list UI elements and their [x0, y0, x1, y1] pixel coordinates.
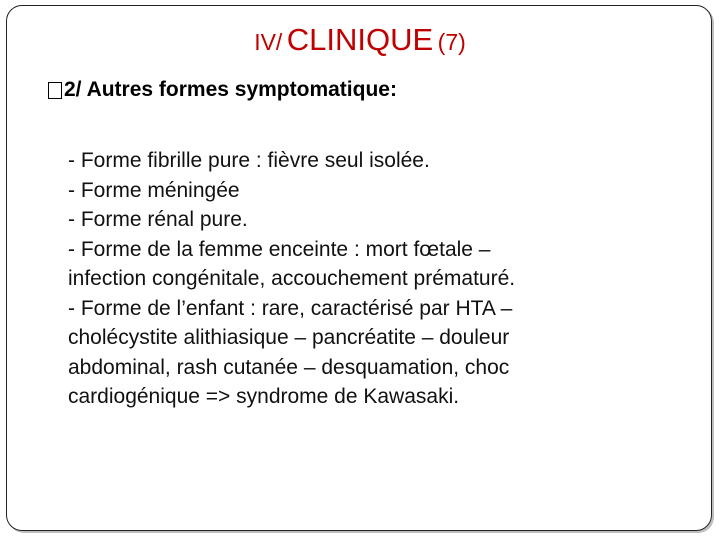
- title-main: CLINIQUE: [286, 22, 434, 57]
- missing-glyph-icon: [48, 82, 62, 99]
- body-line: - Forme méningée: [68, 178, 240, 202]
- slide-title: [0, 22, 720, 64]
- body-line: infection congénitale, accouchement prématuré.: [68, 267, 516, 290]
- body-text: [68, 146, 688, 412]
- body-line: abdominal, rash cutanée – desquamation, choc: [68, 355, 510, 379]
- body-line: cardiogénique => syndrome de Kawasaki.: [68, 385, 460, 408]
- title-prefix: IV/: [254, 29, 283, 55]
- body-line: - Forme fibrille pure : fièvre seul isolée.: [68, 149, 430, 172]
- body-line: - Forme de la femme enceinte : mort fœtale –: [68, 237, 491, 261]
- subheading: [48, 78, 397, 102]
- body-line: cholécystite alithiasique – pancréatite – douleur: [68, 326, 510, 349]
- title-suffix: (7): [437, 29, 466, 55]
- subheading-text: 2/ Autres formes symptomatique:: [64, 78, 397, 101]
- body-line: - Forme de l’enfant : rare, caractérisé par HTA –: [68, 296, 513, 320]
- body-line: - Forme rénal pure.: [68, 208, 248, 231]
